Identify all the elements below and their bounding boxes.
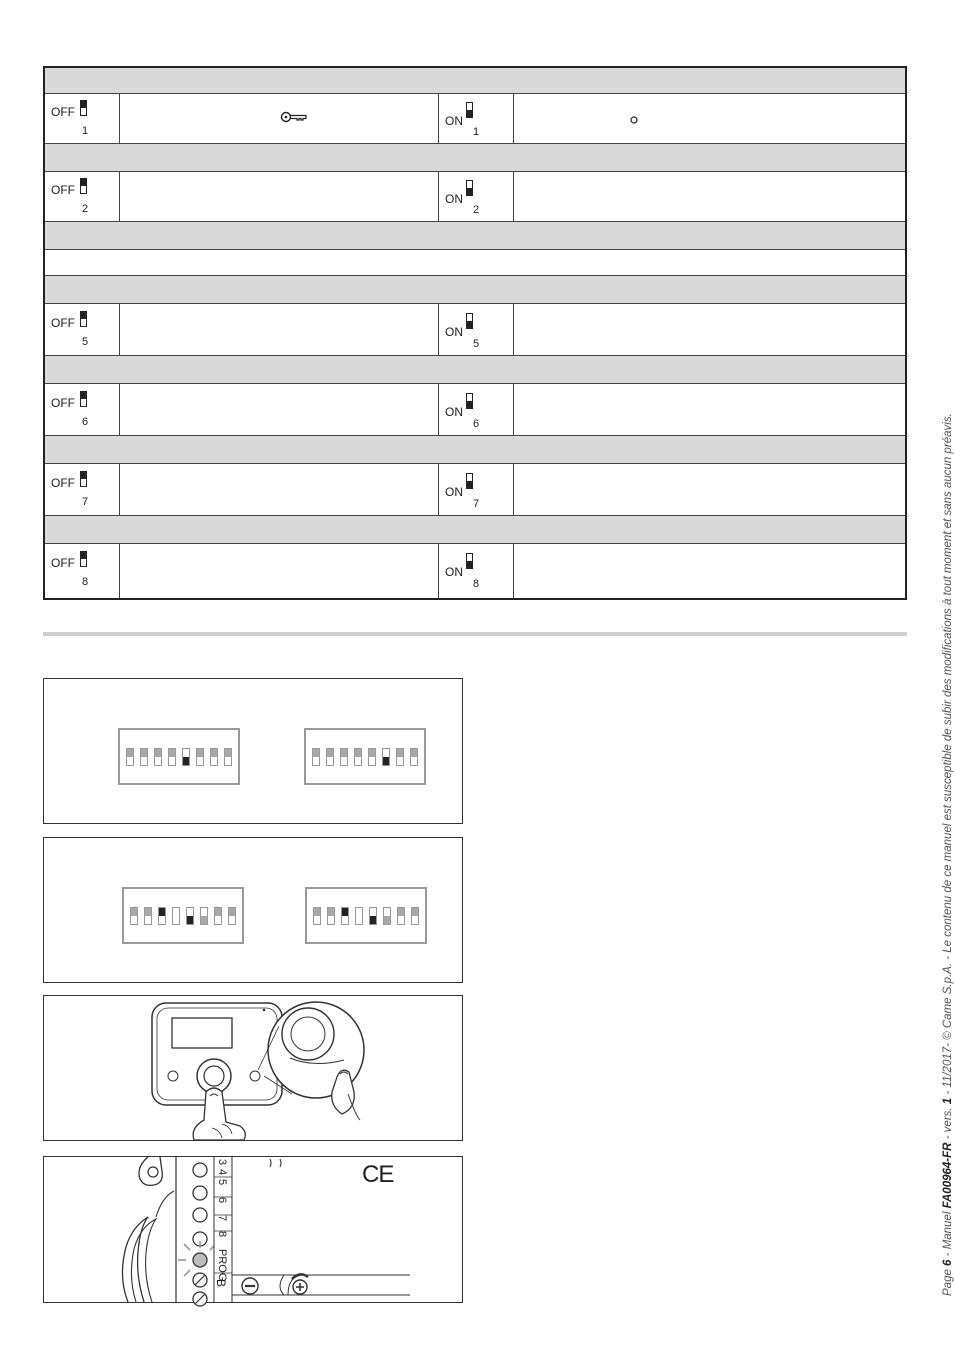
dip-lever: [382, 748, 390, 766]
dip-lever: [411, 907, 419, 925]
switch-number: 1: [473, 126, 480, 138]
page-footer: [942, 236, 954, 1296]
description-cell: [514, 464, 905, 515]
footer-page-number: 6: [942, 1259, 954, 1266]
section-separator: [43, 632, 907, 636]
dip-switch-block: [122, 887, 244, 944]
figure-panel-dip-pattern: [43, 837, 463, 983]
on-label: ON: [445, 114, 463, 128]
dip-lever: [383, 907, 391, 925]
on-label: ON: [445, 565, 463, 579]
description-cell: [514, 384, 905, 435]
off-label: OFF: [51, 396, 75, 410]
description-cell: [514, 304, 905, 355]
dip-switch-block: [118, 728, 240, 785]
dip-lever: [396, 748, 404, 766]
table-header-row: [45, 144, 905, 172]
off-label: OFF: [51, 183, 75, 197]
off-switch-cell: [45, 172, 120, 221]
table-header-row: [45, 222, 905, 250]
terminal-label: 3: [216, 1159, 228, 1166]
dip-lever: [126, 748, 134, 766]
table-header-row: [45, 356, 905, 384]
footer-vers-number: 1: [942, 1097, 954, 1105]
dip-lever: [410, 748, 418, 766]
on-switch-cell: [439, 384, 514, 435]
footer-vers-word: - vers.: [942, 1104, 954, 1143]
switch-off-graphic: [80, 100, 87, 116]
table-row: [45, 384, 905, 436]
description-cell: [514, 172, 905, 221]
switch-number: 7: [82, 496, 89, 508]
switch-off-graphic: [80, 178, 87, 194]
switch-off-graphic: [80, 471, 87, 487]
switch-number: 6: [473, 418, 480, 430]
table-row: [45, 304, 905, 356]
dip-lever: [224, 748, 232, 766]
control-board-illustration: [44, 1157, 462, 1302]
table-row: [45, 94, 905, 144]
figure-panel-board-prog: [43, 1156, 463, 1303]
on-switch-cell: [439, 172, 514, 221]
on-label: ON: [445, 192, 463, 206]
description-cell: [514, 94, 905, 143]
switch-number: 7: [473, 498, 480, 510]
off-switch-cell: [45, 94, 120, 143]
description-cell: [514, 544, 905, 598]
b-label: B: [214, 1278, 229, 1288]
switch-number: 8: [473, 578, 480, 590]
switch-on-graphic: [466, 313, 473, 329]
dip-lever: [327, 907, 335, 925]
dip-lever: [144, 907, 152, 925]
dip-lever: [172, 907, 180, 925]
off-switch-cell: [45, 544, 120, 598]
dip-lever: [228, 907, 236, 925]
switch-on-graphic: [466, 180, 473, 196]
dip-lever: [355, 907, 363, 925]
terminal-label: 8: [216, 1231, 228, 1238]
table-row: [45, 172, 905, 222]
dip-lever: [354, 748, 362, 766]
footer-manual-word: - Manuel: [942, 1208, 954, 1260]
dip-lever: [210, 748, 218, 766]
switch-number: 6: [82, 416, 89, 428]
dip-lever: [312, 748, 320, 766]
off-switch-cell: [45, 384, 120, 435]
off-label: OFF: [51, 556, 75, 570]
dip-lever: [168, 748, 176, 766]
on-label: ON: [445, 485, 463, 499]
terminal-label: 6: [216, 1197, 228, 1204]
key-icon: [280, 111, 308, 123]
switch-number: 5: [82, 336, 89, 348]
dip-lever: [368, 748, 376, 766]
dip-switch-table: [43, 66, 907, 600]
dip-lever: [214, 907, 222, 925]
footer-copyright: - 11/2017- © Came S.p.A. - Le contenu de ce manuel est susceptible de subir des modifications à tout moment et sans aucun préavis.: [942, 413, 954, 1098]
switch-number: 5: [473, 338, 480, 350]
dip-lever: [341, 907, 349, 925]
dip-lever: [158, 907, 166, 925]
off-label: OFF: [51, 476, 75, 490]
description-cell: [120, 384, 439, 435]
on-label: ON: [445, 325, 463, 339]
dip-lever: [130, 907, 138, 925]
on-label: ON: [445, 405, 463, 419]
terminal-label: PROG: [216, 1249, 228, 1282]
off-label: OFF: [51, 316, 75, 330]
dip-lever: [369, 907, 377, 925]
table-row: [45, 544, 905, 598]
small-circle-icon: [630, 116, 638, 124]
switch-number: 2: [82, 203, 89, 215]
off-label: OFF: [51, 105, 75, 119]
description-cell: [120, 94, 439, 143]
ce-mark: CE: [362, 1161, 394, 1188]
switch-number: 8: [82, 576, 89, 588]
switch-off-graphic: [80, 551, 87, 567]
terminal-label: 5: [216, 1179, 228, 1186]
terminal-label: 4: [216, 1169, 228, 1176]
dip-lever: [186, 907, 194, 925]
control-unit-illustration: [44, 996, 462, 1140]
description-cell: [120, 172, 439, 221]
description-cell: [120, 464, 439, 515]
dip-lever: [313, 907, 321, 925]
switch-off-graphic: [80, 311, 87, 327]
table-header-row: [45, 276, 905, 304]
on-switch-cell: [439, 304, 514, 355]
table-header-row: [45, 516, 905, 544]
dip-lever: [154, 748, 162, 766]
dip-lever: [182, 748, 190, 766]
switch-on-graphic: [466, 473, 473, 489]
on-switch-cell: [439, 544, 514, 598]
off-switch-cell: [45, 304, 120, 355]
dip-lever: [200, 907, 208, 925]
dip-switch-block: [305, 887, 427, 944]
off-switch-cell: [45, 464, 120, 515]
figure-panel-dip-single: [43, 678, 463, 824]
description-cell: [120, 304, 439, 355]
footer-manual-code: FA00964-FR: [942, 1142, 954, 1209]
dip-lever: [397, 907, 405, 925]
table-row-blank: [45, 250, 905, 276]
switch-off-graphic: [80, 391, 87, 407]
dip-switch-block: [304, 728, 426, 785]
switch-number: 2: [473, 204, 480, 216]
switch-on-graphic: [466, 102, 473, 118]
figure-panel-button-press: [43, 995, 463, 1141]
table-header-row: [45, 68, 905, 94]
dip-lever: [196, 748, 204, 766]
on-switch-cell: [439, 94, 514, 143]
description-cell: [120, 544, 439, 598]
on-switch-cell: [439, 464, 514, 515]
footer-page-word: Page: [942, 1265, 954, 1296]
switch-on-graphic: [466, 553, 473, 569]
dip-lever: [340, 748, 348, 766]
dip-lever: [326, 748, 334, 766]
switch-number: 1: [82, 125, 89, 137]
dip-lever: [140, 748, 148, 766]
table-row: [45, 464, 905, 516]
terminal-label: 7: [216, 1215, 228, 1222]
switch-on-graphic: [466, 393, 473, 409]
table-header-row: [45, 436, 905, 464]
terminal-label-strip: [215, 1159, 233, 1282]
